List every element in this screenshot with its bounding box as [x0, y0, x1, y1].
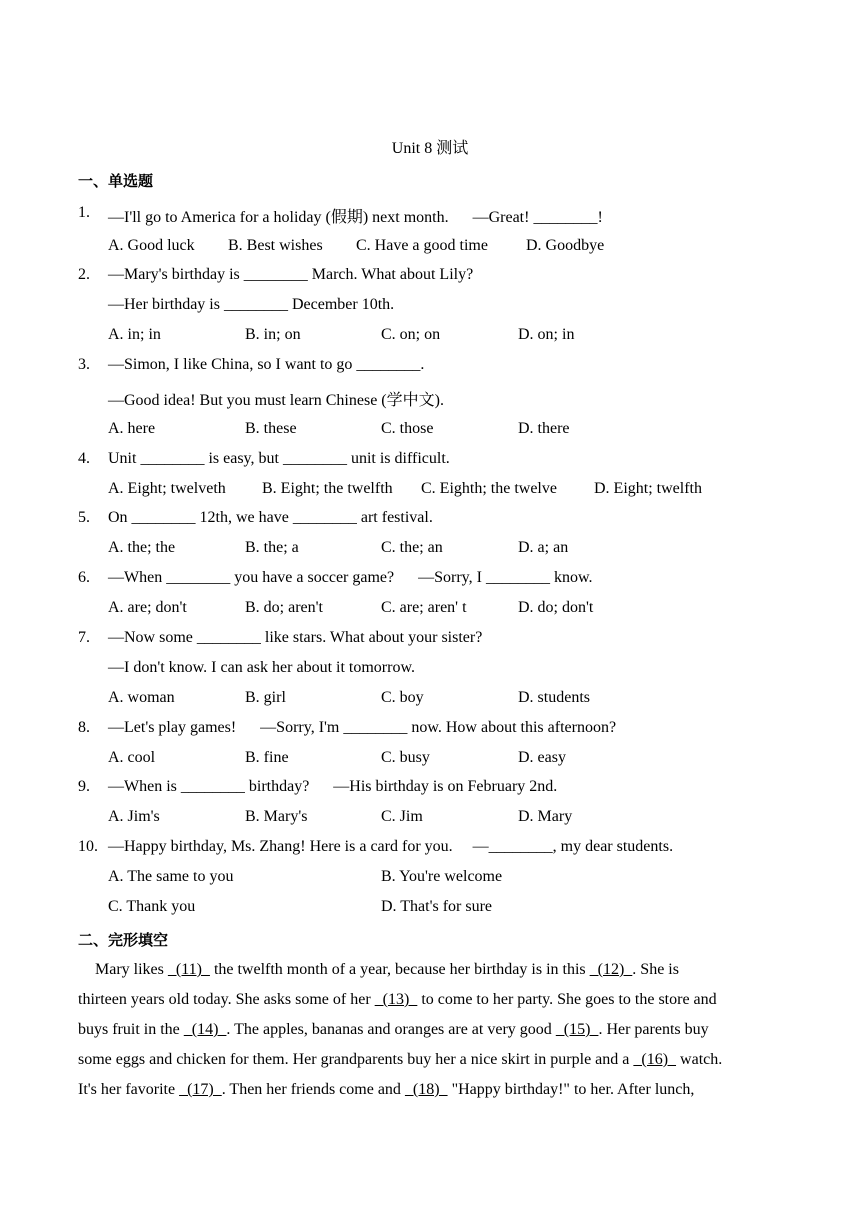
question-number: 1. — [78, 204, 90, 221]
option-a: A. are; don't — [108, 599, 187, 616]
question-number: 3. — [78, 356, 90, 373]
cloze-text: buys fruit in the — [78, 1021, 184, 1038]
option-a: A. cool — [108, 749, 156, 766]
option-b: B. in; on — [245, 326, 301, 343]
question-stem: —I'll go to America for a holiday (假期) next month. —Great! ________! — [108, 209, 603, 226]
option-c: C. are; aren' t — [381, 599, 467, 616]
option-d: D. there — [518, 420, 570, 437]
option-b: B. You're welcome — [381, 868, 503, 885]
question-stem: —Happy birthday, Ms. Zhang! Here is a card for you. —________, my dear students. — [108, 838, 674, 855]
option-c: C. boy — [381, 689, 424, 706]
question-stem: —Simon, I like China, so I want to go ________. — [108, 356, 425, 373]
option-d: D. Eight; twelfth — [594, 480, 702, 497]
section-heading-cloze: 二、完形填空 — [78, 931, 169, 949]
question-number: 8. — [78, 719, 90, 736]
question-number: 9. — [78, 778, 90, 795]
option-b: B. girl — [245, 689, 286, 706]
option-b: B. these — [245, 420, 297, 437]
option-c: C. Thank you — [108, 898, 196, 915]
option-d: D. do; don't — [518, 599, 594, 616]
cloze-text: . The apples, bananas and oranges are at very good — [226, 1021, 556, 1038]
cloze-text: the twelfth month of a year, because her birthday is in this — [209, 961, 590, 978]
cloze-text: watch. — [676, 1051, 723, 1068]
option-b: B. Best wishes — [228, 237, 323, 254]
option-a: A. Jim's — [108, 808, 160, 825]
option-a: A. here — [108, 420, 156, 437]
document-title: Unit 8 测试 — [391, 140, 469, 157]
cloze-blank-16: (16) — [633, 1051, 677, 1068]
question-number: 10. — [78, 838, 98, 855]
question-stem: —When ________ you have a soccer game? —Sorry, I ________ know. — [108, 569, 593, 586]
question-number: 6. — [78, 569, 90, 586]
question-stem: —Mary's birthday is ________ March. What about Lily? — [108, 266, 474, 283]
option-d: D. Goodbye — [526, 237, 605, 254]
option-a: A. Good luck — [108, 237, 195, 254]
cloze-text: . Her parents buy — [598, 1021, 709, 1038]
option-c: C. Have a good time — [356, 237, 488, 254]
cloze-text: It's her favorite — [78, 1081, 180, 1098]
option-c: C. the; an — [381, 539, 443, 556]
section-heading-single-choice: 一、单选题 — [78, 172, 154, 190]
cloze-text: to come to her party. She goes to the store and — [417, 991, 717, 1008]
cloze-blank-17: (17) — [179, 1081, 222, 1098]
question-stem-line2: —I don't know. I can ask her about it tomorrow. — [108, 659, 415, 676]
question-number: 5. — [78, 509, 90, 526]
cloze-blank-11: (11) — [167, 961, 210, 978]
cloze-text: . Then her friends come and — [221, 1081, 405, 1098]
cloze-line-4 — [78, 1051, 782, 1069]
option-a: A. in; in — [108, 326, 161, 343]
question-stem: —When is ________ birthday? —His birthday is on February 2nd. — [108, 778, 558, 795]
option-b: B. do; aren't — [245, 599, 323, 616]
option-d: D. a; an — [518, 539, 569, 556]
option-d: D. easy — [518, 749, 566, 766]
question-stem: On ________ 12th, we have ________ art festival. — [108, 509, 433, 526]
option-b: B. Mary's — [245, 808, 308, 825]
option-b: B. fine — [245, 749, 289, 766]
cloze-blank-12: (12) — [589, 961, 633, 978]
cloze-text: thirteen years old today. She asks some of her — [78, 991, 375, 1008]
question-stem: —Let's play games! —Sorry, I'm ________ now. How about this afternoon? — [108, 719, 617, 736]
option-c: C. Jim — [381, 808, 423, 825]
cloze-text: . She is — [632, 961, 679, 978]
option-c: C. on; on — [381, 326, 441, 343]
cloze-blank-14: (14) — [183, 1021, 227, 1038]
question-number: 2. — [78, 266, 90, 283]
option-a: A. woman — [108, 689, 175, 706]
option-d: D. on; in — [518, 326, 575, 343]
option-c: C. Eighth; the twelve — [421, 480, 557, 497]
cloze-text: "Happy birthday!" to her. After lunch, — [447, 1081, 695, 1098]
option-a: A. Eight; twelveth — [108, 480, 226, 497]
cloze-text: some eggs and chicken for them. Her grandparents buy her a nice skirt in purple and a — [78, 1051, 634, 1068]
cloze-blank-15: (15) — [555, 1021, 599, 1038]
cloze-blank-18: (18) — [404, 1081, 448, 1098]
option-a: A. the; the — [108, 539, 176, 556]
question-stem: Unit ________ is easy, but ________ unit is difficult. — [108, 450, 450, 467]
question-number: 4. — [78, 450, 90, 467]
cloze-line-3 — [78, 1021, 782, 1039]
cloze-blank-13: (13) — [374, 991, 418, 1008]
option-d: D. Mary — [518, 808, 573, 825]
option-d: D. That's for sure — [381, 898, 493, 915]
option-c: C. busy — [381, 749, 430, 766]
question-number: 7. — [78, 629, 90, 646]
cloze-text: Mary likes — [95, 961, 168, 978]
cloze-line-5 — [78, 1081, 782, 1099]
question-stem: —Now some ________ like stars. What about your sister? — [108, 629, 483, 646]
option-d: D. students — [518, 689, 590, 706]
option-b: B. the; a — [245, 539, 299, 556]
option-a: A. The same to you — [108, 868, 234, 885]
cloze-line-2 — [78, 991, 782, 1009]
option-b: B. Eight; the twelfth — [262, 480, 393, 497]
question-stem-line2: —Good idea! But you must learn Chinese (学中文). — [108, 392, 444, 409]
option-c: C. those — [381, 420, 434, 437]
question-stem-line2: —Her birthday is ________ December 10th. — [108, 296, 395, 313]
cloze-line-1 — [78, 961, 799, 979]
